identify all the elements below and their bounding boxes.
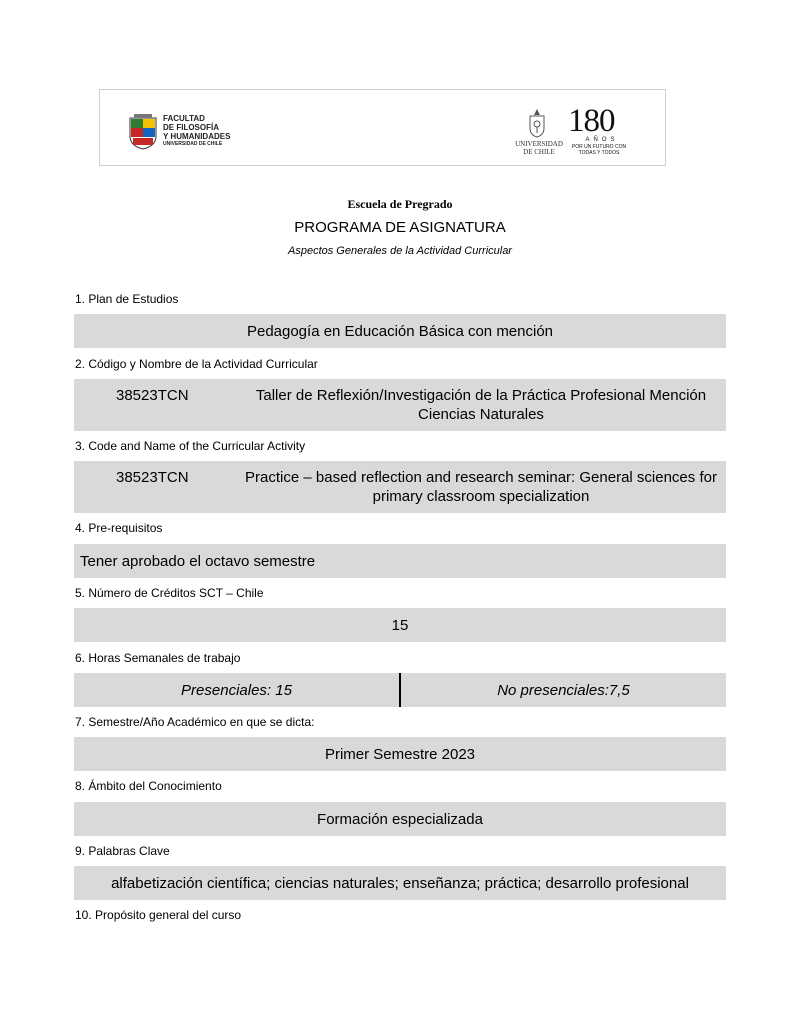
horas-presenciales: Presenciales: 15: [181, 681, 292, 699]
horas-presenciales-cell: [74, 673, 399, 707]
creditos-value-box: [74, 608, 726, 642]
section-label-creditos: 5. Número de Créditos SCT – Chile: [75, 586, 264, 600]
semestre-value: Primer Semestre 2023: [324, 745, 476, 763]
palabras-value-box: [74, 866, 726, 900]
header-banner: [99, 89, 666, 166]
plan-value-box: [74, 314, 726, 348]
anniversary-number-logo: 180: [568, 103, 615, 139]
palabras-value: alfabetización científica; ciencias naturales; enseñanza; práctica; desarrollo profesional: [111, 874, 689, 892]
horas-no-presenciales-cell: [401, 673, 726, 707]
code-en-value-box: [74, 461, 726, 513]
horas-no-presenciales: No presenciales:7,5: [497, 681, 630, 699]
ambito-value: Formación especializada: [317, 810, 483, 828]
codigo-code: 38523TCN: [116, 387, 189, 404]
anniversary-tagline-logo: POR UN FUTURO CON TODAS Y TODOS: [571, 144, 627, 156]
faculty-name-logo: FACULTAD DE FILOSOFÍA Y HUMANIDADES UNIVERSIDAD DE CHILE: [163, 114, 231, 147]
horas-value-box: [74, 673, 726, 707]
codigo-name: Taller de Reflexión/Investigación de la Práctica Profesional Mención Ciencias Naturales: [255, 387, 707, 423]
code-en-name: Practice – based reflection and research seminar: General sciences for primary classroom specialization: [245, 469, 717, 505]
ambito-value-box: [74, 802, 726, 836]
faculty-shield-logo: [128, 114, 158, 150]
university-name-logo: UNIVERSIDAD DE CHILE: [515, 140, 563, 156]
prereq-value-box: [74, 544, 726, 578]
university-crest-logo: [527, 108, 547, 138]
plan-value: Pedagogía en Educación Básica con mención: [246, 322, 554, 340]
document-subtitle: Aspectos Generales de la Actividad Curricular: [288, 245, 512, 257]
code-en-code: 38523TCN: [116, 469, 189, 486]
anniversary-years-logo: AÑOS: [585, 137, 619, 143]
creditos-value: 15: [391, 616, 409, 634]
section-label-prereq: 4. Pre-requisitos: [75, 521, 163, 535]
prereq-value: Tener aprobado el octavo semestre: [80, 552, 316, 570]
section-label-plan: 1. Plan de Estudios: [75, 292, 179, 306]
section-label-ambito: 8. Ámbito del Conocimiento: [75, 779, 222, 793]
section-label-semestre: 7. Semestre/Año Académico en que se dicta:: [75, 715, 315, 729]
section-label-palabras: 9. Palabras Clave: [75, 844, 170, 858]
section-label-proposito: 10. Propósito general del curso: [75, 908, 242, 922]
section-label-code-en: 3. Code and Name of the Curricular Activity: [75, 439, 306, 453]
codigo-value-box: [74, 379, 726, 431]
semestre-value-box: [74, 737, 726, 771]
document-title: PROGRAMA DE ASIGNATURA: [294, 219, 506, 236]
section-label-horas: 6. Horas Semanales de trabajo: [75, 651, 241, 665]
school-name: Escuela de Pregrado: [347, 197, 453, 211]
section-label-codigo: 2. Código y Nombre de la Actividad Curricular: [75, 357, 318, 371]
